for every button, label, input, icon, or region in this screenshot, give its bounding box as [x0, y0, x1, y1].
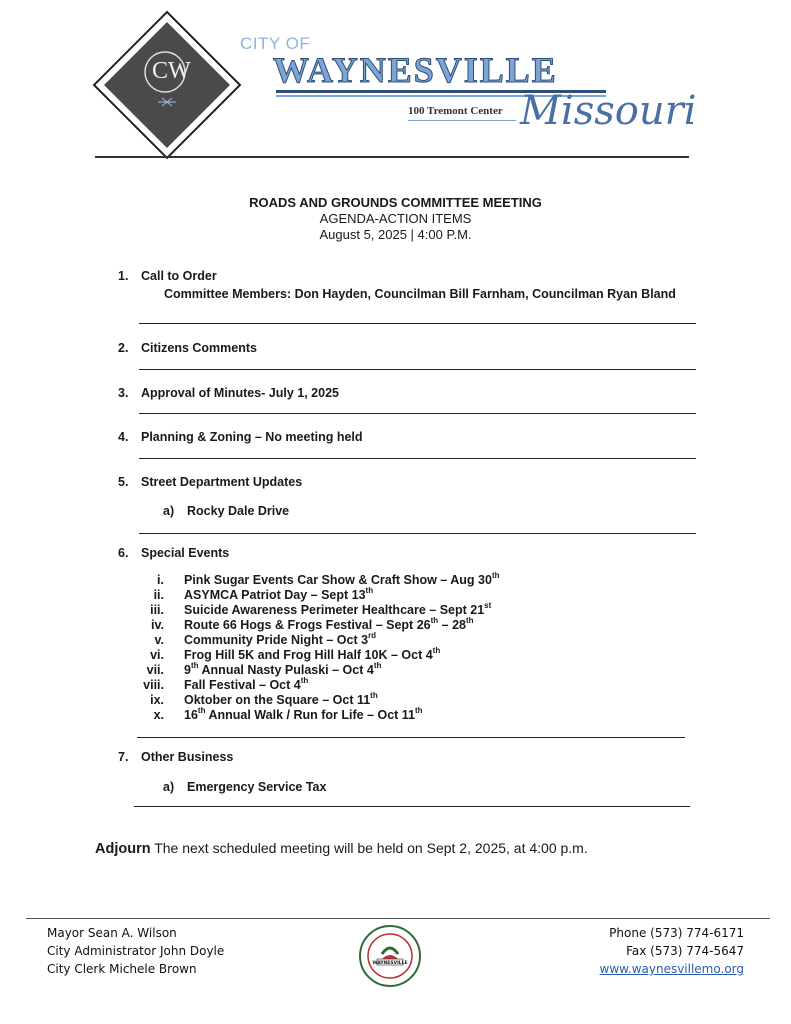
state-name: Missouri [520, 88, 697, 134]
meeting-title: ROADS AND GROUNDS COMMITTEE MEETING [249, 195, 542, 210]
divider-line [139, 369, 696, 370]
committee-members: Committee Members: Don Hayden, Councilman Bill Farnham, Councilman Ryan Bland [164, 287, 676, 301]
item-number: 6. [118, 546, 129, 560]
fax-number: Fax (573) 774-5647 [626, 944, 744, 958]
website-link[interactable]: www.waynesvillemo.org [599, 962, 744, 976]
item-number: 4. [118, 430, 129, 444]
item-number: 1. [118, 269, 129, 283]
divider-line [139, 533, 696, 534]
sub-item-letter: a) [163, 780, 175, 794]
item-number: 3. [118, 386, 129, 400]
adjourn-text: The next scheduled meeting will be held on Sept 2, 2025, at 4:00 p.m. [154, 840, 588, 856]
header-divider [95, 156, 689, 158]
item-number: 5. [118, 475, 129, 489]
logo-monogram: CW [152, 58, 191, 84]
event-item: vii. 9th Annual Nasty Pulaski – Oct 4th [146, 660, 382, 677]
seal-label: WAYNESVILLE [372, 961, 408, 966]
city-name: WAYNESVILLE [273, 50, 558, 90]
event-item: ix. Oktober on the Square – Oct 11th [150, 690, 378, 707]
divider-line [137, 737, 685, 738]
meeting-subtitle: AGENDA-ACTION ITEMS [319, 211, 472, 226]
event-item: viii. Fall Festival – Oct 4th [143, 675, 309, 692]
event-item: i. Pink Sugar Events Car Show & Craft Show – Aug 30th [157, 570, 500, 587]
event-item: iv. Route 66 Hogs & Frogs Festival – Sept 26th – 28th [151, 615, 474, 632]
divider-line [139, 458, 696, 459]
adjourn-label: Adjourn [95, 841, 151, 857]
divider-line [134, 806, 690, 807]
sub-item-rocky-dale: Rocky Dale Drive [187, 504, 290, 518]
address-underline [408, 120, 516, 121]
item-number: 7. [118, 750, 129, 764]
city-clerk: City Clerk Michele Brown [47, 962, 197, 976]
meeting-date: August 5, 2025 | 4:00 P.M. [319, 227, 472, 242]
city-administrator: City Administrator John Doyle [47, 944, 225, 958]
event-item: iii. Suicide Awareness Perimeter Healthcare – Sept 21st [150, 600, 492, 617]
event-item: vi. Frog Hill 5K and Frog Hill Half 10K – Oct 4th [150, 645, 441, 662]
event-item: x. 16th Annual Walk / Run for Life – Oct 11th [153, 705, 423, 722]
city-address: 100 Tremont Center [408, 105, 503, 117]
item-other-business: Other Business [141, 750, 234, 764]
footer-officials [47, 924, 224, 978]
divider-line [139, 413, 696, 414]
footer-contact [600, 924, 744, 978]
adjourn-statement [95, 840, 588, 857]
item-citizens-comments: Citizens Comments [141, 341, 257, 355]
event-item: v. Community Pride Night – Oct 3rd [154, 630, 377, 647]
phone-number: Phone (573) 774-6171 [609, 926, 744, 940]
events-list [116, 570, 500, 723]
item-number: 2. [118, 341, 129, 355]
sub-item-emergency-tax: Emergency Service Tax [187, 780, 327, 794]
sub-item-letter: a) [163, 504, 175, 518]
event-item: ii. ASYMCA Patriot Day – Sept 13th [153, 585, 374, 602]
city-seal [358, 924, 422, 988]
city-logo [92, 10, 242, 160]
footer-divider [26, 918, 770, 919]
mayor-name: Mayor Sean A. Wilson [47, 926, 177, 940]
item-planning-zoning: Planning & Zoning – No meeting held [141, 430, 363, 444]
item-special-events: Special Events [141, 546, 230, 560]
city-of-label: CITY OF [240, 34, 311, 53]
item-call-to-order: Call to Order [141, 269, 217, 283]
item-approval-of-minutes: Approval of Minutes- July 1, 2025 [141, 386, 339, 400]
divider-line [139, 323, 696, 324]
item-street-department: Street Department Updates [141, 475, 303, 489]
